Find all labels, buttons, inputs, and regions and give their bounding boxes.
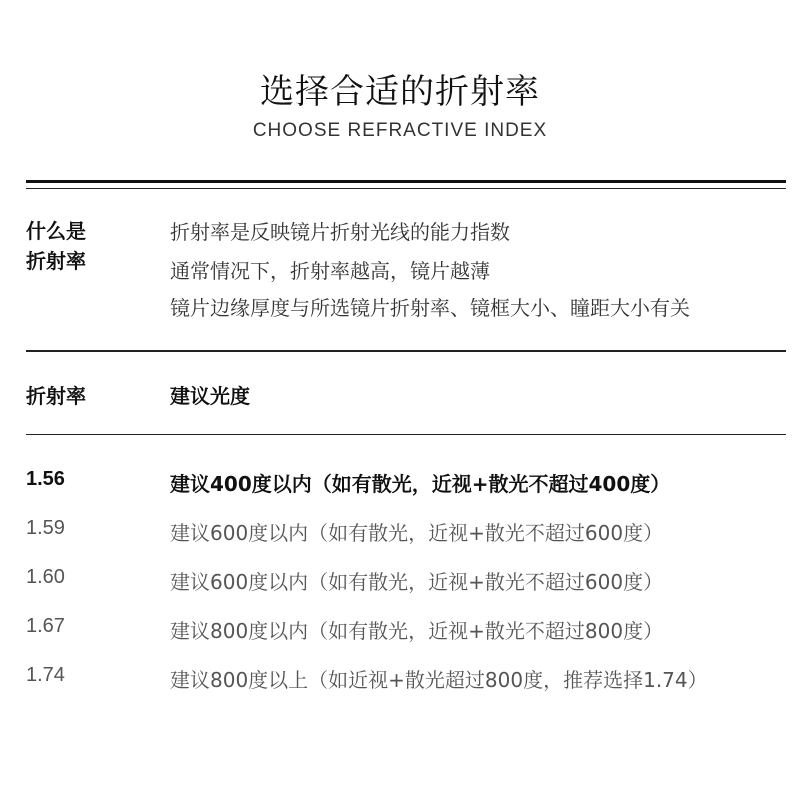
row-advice-2: 建议600度以内（如有散光，近视+散光不超过600度） xyxy=(170,521,664,545)
intro-label-line2: 折射率 xyxy=(26,249,86,273)
page-title: 选择合适的折射率 xyxy=(260,72,540,112)
row-index-1: 1.56 xyxy=(26,468,65,490)
row-advice-1: 建议400度以内（如有散光，近视+散光不超过400度） xyxy=(170,472,671,496)
intro-line-2: 通常情况下，折射率越高，镜片越薄 xyxy=(170,259,490,283)
divider-intro xyxy=(26,350,786,352)
row-index-2: 1.59 xyxy=(26,517,65,539)
divider-header xyxy=(26,434,786,435)
intro-label xyxy=(26,216,86,276)
row-index-5: 1.74 xyxy=(26,664,65,686)
intro-line-3: 镜片边缘厚度与所选镜片折射率、镜框大小、瞳距大小有关 xyxy=(170,296,690,320)
row-index-3: 1.60 xyxy=(26,566,65,588)
divider-top-2 xyxy=(26,188,786,189)
intro-label-line1: 什么是 xyxy=(26,219,86,243)
row-advice-5: 建议800度以上（如近视+散光超过800度，推荐选择1.74） xyxy=(170,668,708,692)
row-advice-3: 建议600度以内（如有散光，近视+散光不超过600度） xyxy=(170,570,664,594)
intro-line-1: 折射率是反映镜片折射光线的能力指数 xyxy=(170,220,510,244)
divider-top-1 xyxy=(26,180,786,183)
row-index-4: 1.67 xyxy=(26,615,65,637)
row-advice-4: 建议800度以内（如有散光，近视+散光不超过800度） xyxy=(170,619,664,643)
page-subtitle: CHOOSE REFRACTIVE INDEX xyxy=(252,120,548,141)
column-header-advice: 建议光度 xyxy=(170,384,250,408)
column-header-index: 折射率 xyxy=(26,384,86,408)
